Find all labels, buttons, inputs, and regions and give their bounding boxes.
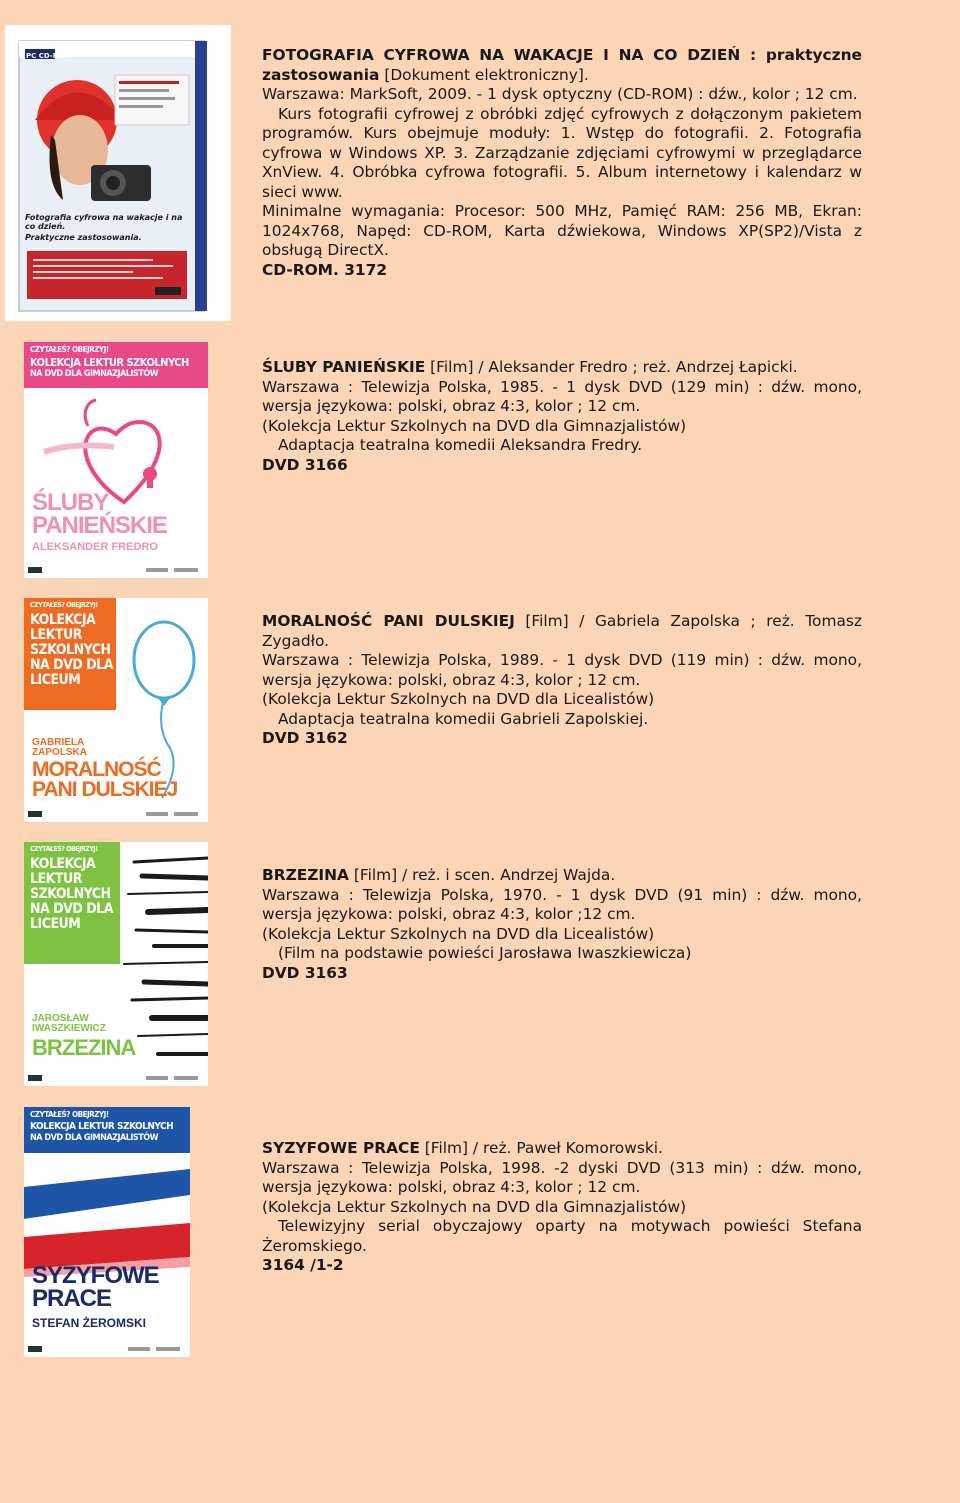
cover-author-line: JAROSŁAW xyxy=(32,1013,89,1024)
entry-series: (Kolekcja Lektur Szkolnych na DVD dla Licealistów) xyxy=(262,690,655,708)
cover-author-line: GABRIELA xyxy=(32,737,85,748)
cover-author-line: IWASZKIEWICZ xyxy=(32,1023,106,1034)
entry-signature: DVD 3166 xyxy=(262,455,348,474)
entry-summary: Adaptacja teatralna komedii Aleksandra Fredry. xyxy=(278,436,643,454)
entry-publication: Warszawa : Telewizja Polska, 1989. - 1 dysk DVD (119 min) : dźw. mono, wersja językowa: polski, obraz 4:3, kolor ; 12 cm. xyxy=(262,651,862,689)
entry-requirements: Minimalne wymagania: Procesor: 500 MHz, Pamięć RAM: 256 MB, Ekran: 1024x768, Napęd: CD-ROM, Karta dźwiekowa, Windows XP(SP2)/Vista z obsługą DirectX. xyxy=(262,202,862,259)
cd-cover-subtitle: Praktyczne zastosowania. xyxy=(25,233,142,242)
cd-box-illustration xyxy=(5,25,231,321)
cover-header-line: CZYTAŁEŚ? OBEJRZYJ! xyxy=(30,601,98,609)
entry-responsibility: [Film] / Aleksander Fredro ; reż. Andrzej Łapicki. xyxy=(430,358,798,376)
cover-author: ALEKSANDER FREDRO xyxy=(32,541,158,553)
entry-publication: Warszawa : Telewizja Polska, 1970. - 1 dysk DVD (91 min) : dźw. mono, wersja językowa: polski, obraz 4:3, kolor ;12 cm. xyxy=(262,885,862,923)
entry-summary: Kurs fotografii cyfrowej z obróbki zdjęć cyfrowych z dołączonym pakietem programów. Kurs obejmuje moduły: 1. Wstęp do fotografii. 2. Fotografia cyfrowa w Windows XP. 3. Zarządzanie zdjęciami cyfrowymi w przeglądarce XnView. 4. Obróbka cyfrowa fotografii. 5. Album internetowy i kalendarz w sieci www. xyxy=(262,104,862,201)
cover-header-line: CZYTAŁEŚ? OBEJRZYJ! xyxy=(30,845,98,853)
cover-logos xyxy=(28,566,204,574)
entry-signature: CD-ROM. 3172 xyxy=(262,260,388,279)
cover-title-line: PANIEŃSKIE xyxy=(32,511,167,539)
cover-header-line: CZYTAŁEŚ? OBEJRZYJ! xyxy=(30,345,109,354)
cd-rom-cover-image xyxy=(5,25,231,321)
entry-description xyxy=(262,358,862,475)
entry-description xyxy=(262,612,862,749)
cover-logos xyxy=(28,810,204,818)
entry-title: SYZYFOWE PRACE xyxy=(262,1139,420,1157)
cover-title-line: MORALNOŚĆ xyxy=(32,758,161,781)
dvd-cover-image xyxy=(24,842,208,1086)
cover-header-line: NA DVD DLA GIMNAZJALISTÓW xyxy=(30,369,159,379)
entry-series: (Kolekcja Lektur Szkolnych na DVD dla Gimnazjalistów) xyxy=(262,416,687,435)
cover-author xyxy=(32,1014,106,1034)
entry-publication: Warszawa: MarkSoft, 2009. - 1 dysk optyczny (CD-ROM) : dźw., kolor ; 12 cm. xyxy=(262,85,858,103)
entry-summary: Adaptacja teatralna komedii Gabrieli Zapolskiej. xyxy=(278,709,649,728)
dvd-cover-image xyxy=(24,342,208,578)
entry-type: [Dokument elektroniczny]. xyxy=(384,65,589,84)
entry-summary: Telewizyjny serial obyczajowy oparty na motywach powieści Stefana Żeromskiego. xyxy=(262,1217,862,1255)
entry-responsibility: [Film] / reż. i scen. Andrzej Wajda. xyxy=(353,866,616,884)
cover-author xyxy=(32,738,87,758)
cd-cover-badge: PC CD-ROM xyxy=(26,52,71,60)
cover-header-line: KOLEKCJA LEKTUR SZKOLNYCH NA DVD DLA LICEUM xyxy=(30,612,113,688)
cover-header-line: CZYTAŁEŚ? OBEJRZYJ! xyxy=(30,1110,109,1119)
entry-title: FOTOGRAFIA CYFROWA NA WAKACJE I NA CO DZIEŃ : praktyczne zastosowania xyxy=(262,46,862,84)
entry-publication: Warszawa : Telewizja Polska, 1985. - 1 dysk DVD (129 min) : dźw. mono, wersja językowa: polski, obraz 4:3, kolor ; 12 cm. xyxy=(262,377,862,415)
entry-description xyxy=(262,866,862,983)
cover-title-line: PANI DULSKIEJ xyxy=(32,777,178,801)
cover-author: STEFAN ŻEROMSKI xyxy=(32,1316,147,1330)
cover-header-line: NA DVD DLA GIMNAZJALISTÓW xyxy=(30,1133,159,1143)
entry-signature: DVD 3163 xyxy=(262,963,348,982)
entry-description xyxy=(262,46,862,280)
cover-header-line: KOLEKCJA LEKTUR SZKOLNYCH xyxy=(30,1121,174,1132)
cover-logos xyxy=(28,1345,186,1353)
dvd-cover-image xyxy=(24,1107,190,1357)
entry-description xyxy=(262,1139,862,1276)
entry-series: (Kolekcja Lektur Szkolnych na DVD dla Gimnazjalistów) xyxy=(262,1197,687,1216)
entry-signature: 3164 /1-2 xyxy=(262,1256,344,1274)
dvd-cover-image xyxy=(24,598,208,822)
cover-header-line: KOLEKCJA LEKTUR SZKOLNYCH NA DVD DLA LICEUM xyxy=(30,856,113,932)
entry-title: ŚLUBY PANIEŃSKIE xyxy=(262,358,426,376)
cover-title-line: ŚLUBY xyxy=(32,489,109,516)
entry-summary: (Film na podstawie powieści Jarosława Iwaszkiewicza) xyxy=(278,944,692,962)
entry-signature: DVD 3162 xyxy=(262,729,348,747)
entry-responsibility: [Film] / reż. Paweł Komorowski. xyxy=(424,1139,663,1157)
cover-title: BRZEZINA xyxy=(32,1035,136,1060)
entry-publication: Warszawa : Telewizja Polska, 1998. -2 dyski DVD (313 min) : dźw. mono, wersja językowa: polski, obraz 4:3, kolor ; 12 cm. xyxy=(262,1158,862,1196)
entry-title: BRZEZINA xyxy=(262,866,349,884)
cover-title-line: SYZYFOWE xyxy=(32,1262,159,1289)
entry-responsibility: [Film] / Gabriela Zapolska ; reż. Tomasz Zygadło. xyxy=(262,612,862,650)
entry-series: (Kolekcja Lektur Szkolnych na DVD dla Licealistów) xyxy=(262,924,655,943)
cover-title xyxy=(32,1262,159,1312)
cover-header-line: KOLEKCJA LEKTUR SZKOLNYCH xyxy=(30,356,189,369)
cover-author-line: ZAPOLSKA xyxy=(32,747,87,758)
cover-logos xyxy=(28,1074,204,1082)
cover-title-line: PRACE xyxy=(32,1284,112,1312)
cover-title xyxy=(32,489,167,539)
entry-title: MORALNOŚĆ PANI DULSKIEJ xyxy=(262,612,515,630)
cd-cover-title: Fotografia cyfrowa na wakacje i na co dzień. xyxy=(25,213,183,231)
cover-title xyxy=(32,760,177,800)
